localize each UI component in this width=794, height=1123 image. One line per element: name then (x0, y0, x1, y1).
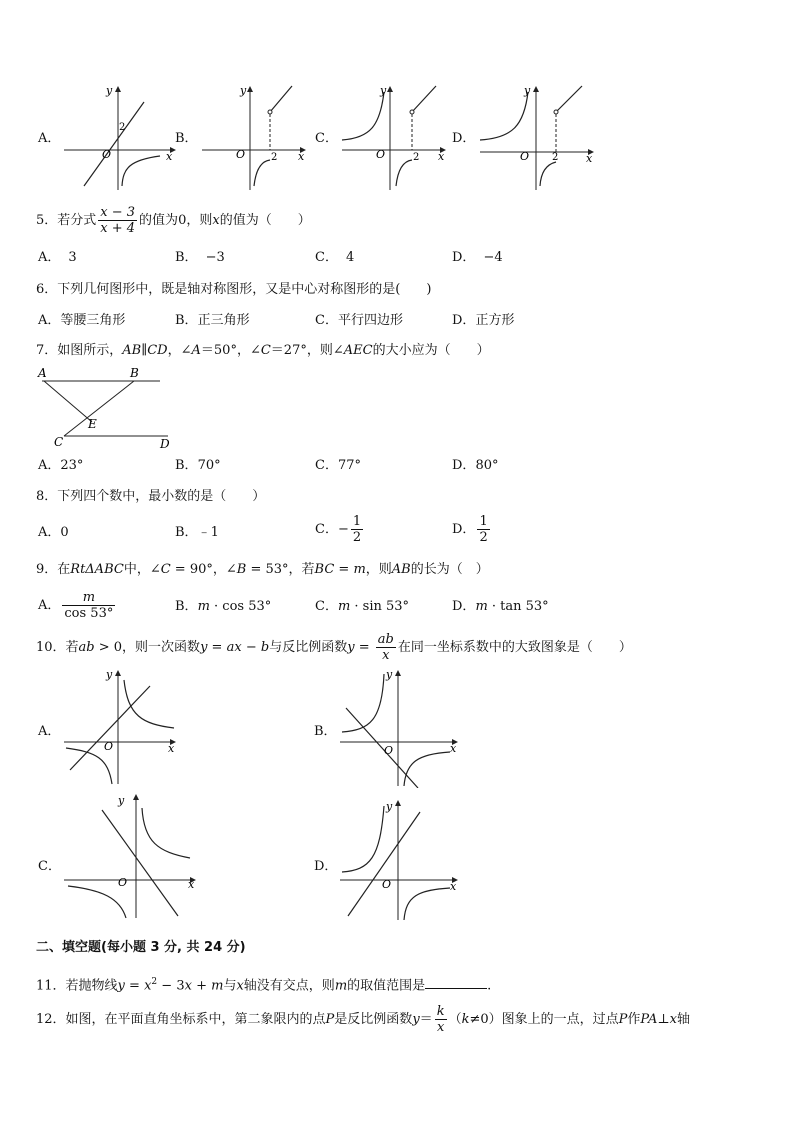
q5-den: x + 4 (100, 221, 136, 236)
q4d-y-label: y (524, 84, 531, 97)
q9-option-c[interactable]: C．m · sin 53° (315, 599, 410, 614)
q4-graph-c[interactable] (340, 82, 448, 194)
q5-var: x (212, 213, 220, 228)
q4b-y-label: y (240, 84, 247, 97)
q4-graph-b[interactable] (200, 82, 308, 194)
q11-answer-blank[interactable] (425, 976, 487, 989)
q10b-y-label: y (386, 668, 393, 681)
q10c-origin: O (118, 876, 128, 889)
q10-option-a-letter[interactable]: A． (38, 724, 61, 739)
q4b-mark: 2 (271, 152, 278, 163)
q10-graph-d[interactable] (338, 796, 464, 922)
q4a-origin: O (102, 148, 112, 161)
q5-stem (36, 205, 311, 236)
q4c-origin: O (376, 148, 386, 161)
q10d-y-label: y (386, 800, 393, 813)
q7-label-c: C (54, 435, 64, 449)
q10a-y-label: y (106, 668, 113, 681)
q7-option-b[interactable]: B．70° (175, 458, 221, 473)
q10-option-b-letter[interactable]: B． (314, 724, 337, 739)
q4-option-c-letter[interactable]: C． (315, 131, 338, 146)
q5-suffix: 的值为（ ） (219, 213, 311, 228)
q6-option-c[interactable]: C．平行四边形 (315, 313, 403, 328)
q4-option-b-letter[interactable]: B． (175, 131, 198, 146)
q5-option-a[interactable]: A． 3 (38, 250, 77, 265)
q8-option-b[interactable]: B．﹣1 (175, 525, 219, 540)
q5-option-d[interactable]: D． −4 (452, 250, 503, 265)
q10b-origin: O (384, 744, 394, 757)
q8-stem: 8．下列四个数中，最小数的是（ ） (36, 489, 266, 504)
q12-stem: 12．如图，在平面直角坐标系中，第二象限内的点P是反比例函数y＝ $\frac{k}{x}$ （k≠0）图象上的一点，过点P作PA⊥x轴 (36, 1004, 690, 1035)
q10-stem: 10．若ab > 0，则一次函数y = ax − b与反比例函数y = $\frac{ab}{x}$ 在同一坐标系数中的大致图象是（ ） (36, 632, 632, 663)
section-heading: 二、填空题(每小题 3 分, 共 24 分) (36, 940, 246, 955)
q5-fraction (98, 205, 137, 236)
q7-label-e: E (88, 417, 97, 431)
q9-option-a[interactable]: A． $\frac{m}{\cos 53^\circ}$ (38, 590, 114, 621)
q5-num: x − 3 (100, 205, 136, 220)
q7-stem: 7．如图所示，AB∥CD，∠A＝50°，∠C＝27°，则∠AEC的大小应为（ ） (36, 343, 490, 358)
q6-option-a[interactable]: A．等腰三角形 (38, 313, 126, 328)
q7-option-c[interactable]: C．77° (315, 458, 361, 473)
q4d-mark: 2 (552, 152, 559, 163)
q4c-mark: 2 (413, 152, 420, 163)
q4a-y-label: y (106, 84, 113, 97)
q4b-origin: O (236, 148, 246, 161)
q10a-origin: O (104, 740, 114, 753)
q10d-origin: O (382, 878, 392, 891)
q6-option-b[interactable]: B．正三角形 (175, 313, 250, 328)
q6-option-d[interactable]: D．正方形 (452, 313, 515, 328)
q7-option-a[interactable]: A．23° (38, 458, 84, 473)
q10b-x-label: x (450, 742, 457, 755)
q4c-y-label: y (380, 84, 387, 97)
q10-option-c-letter[interactable]: C． (38, 859, 61, 874)
q4-graph-d[interactable] (478, 82, 598, 194)
q4-option-d-letter[interactable]: D． (452, 131, 476, 146)
q5-mid2: ，则 (186, 213, 213, 228)
q5-prefix: 5．若分式 (36, 213, 97, 228)
q7-figure (34, 364, 184, 452)
q4-option-a-letter[interactable]: A． (38, 131, 61, 146)
q10d-x-label: x (450, 880, 457, 893)
q4a-x-label: x (166, 150, 173, 163)
q9-option-b[interactable]: B．m · cos 53° (175, 599, 272, 614)
q8-option-c[interactable]: C．− $\frac{1}{2}$ (315, 514, 362, 545)
q5-zero: 0 (178, 213, 187, 228)
q6-stem: 6．下列几何图形中，既是轴对称图形，又是中心对称图形的是( ) (36, 282, 432, 297)
q7-label-a: A (38, 366, 47, 380)
q5-option-c[interactable]: C． 4 (315, 250, 355, 265)
q10-option-d-letter[interactable]: D． (314, 859, 338, 874)
q7-label-d: D (160, 437, 170, 451)
q5-option-b[interactable]: B． −3 (175, 250, 225, 265)
q10c-x-label: x (188, 878, 195, 891)
q8-option-a[interactable]: A．0 (38, 525, 69, 540)
q5-mid: 的值为 (139, 213, 179, 228)
q7-label-b: B (130, 366, 139, 380)
q10-graph-a[interactable] (62, 666, 182, 786)
q4b-x-label: x (298, 150, 305, 163)
q10a-x-label: x (168, 742, 175, 755)
q4d-x-label: x (586, 152, 593, 165)
q10-graph-b[interactable] (338, 666, 464, 788)
q10-graph-c[interactable] (62, 790, 202, 920)
q4c-x-label: x (438, 150, 445, 163)
q4d-origin: O (520, 150, 530, 163)
q9-stem: 9．在RtΔABC中，∠C = 90°，∠B = 53°，若BC = m，则AB的长为（ ） (36, 562, 489, 577)
q9-option-d[interactable]: D．m · tan 53° (452, 599, 549, 614)
q8-option-d[interactable]: D． $\frac{1}{2}$ (452, 514, 488, 545)
q4a-mark: 2 (119, 122, 126, 133)
q4-graph-a[interactable] (62, 82, 178, 194)
q11-stem: 11．若抛物线$y = x^2 - 3x + m$与x轴没有交点，则m的取值范围是 . (36, 977, 492, 994)
q7-option-d[interactable]: D．80° (452, 458, 499, 473)
q10c-y-label: y (118, 794, 125, 807)
